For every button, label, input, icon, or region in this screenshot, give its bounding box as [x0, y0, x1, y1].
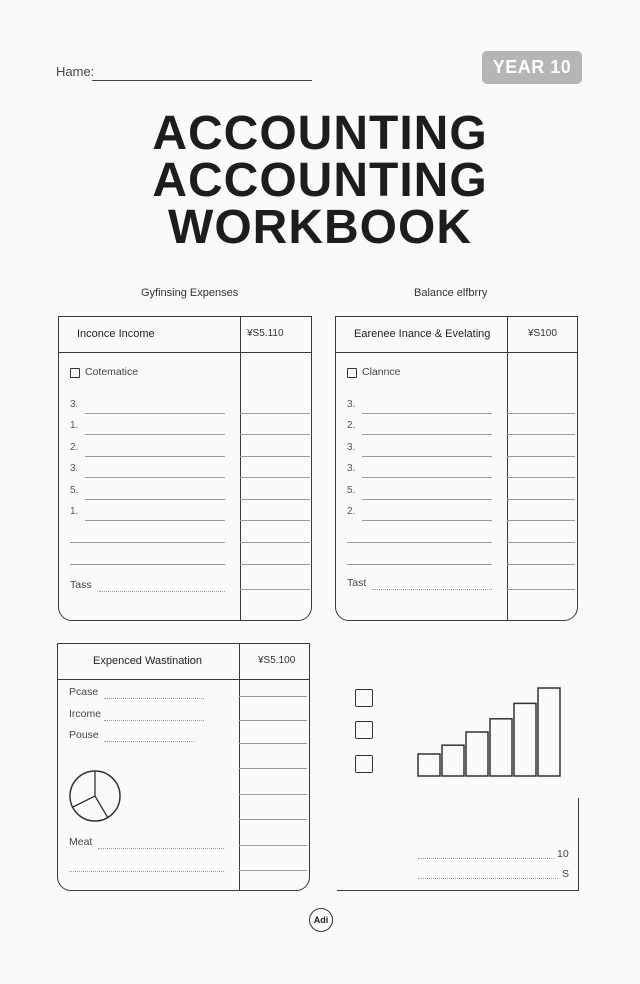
chart-value-line[interactable] — [418, 878, 558, 879]
balance-amount-line[interactable] — [507, 413, 575, 414]
balance-row-number: 3. — [347, 442, 356, 453]
expense-item-label: Pcase — [69, 686, 99, 698]
chart-value-1: 10 — [557, 848, 569, 860]
balance-panel — [335, 316, 578, 621]
expense-footer-line[interactable] — [69, 871, 224, 872]
chart-bar — [442, 745, 464, 776]
chart-bar — [514, 703, 536, 776]
chart-value-2: S — [562, 868, 570, 880]
balance-amount-line[interactable] — [507, 589, 575, 590]
balance-entry-line[interactable] — [362, 434, 492, 435]
income-row-number: 1. — [70, 506, 79, 517]
expense-item-line[interactable] — [104, 741, 194, 742]
expense-amount-line[interactable] — [239, 743, 307, 744]
expense-column-divider — [239, 644, 240, 890]
year-badge: YEAR 10 — [482, 51, 582, 84]
balance-entry-line[interactable] — [362, 499, 492, 500]
expense-amount-line[interactable] — [239, 870, 307, 871]
name-input-line[interactable] — [92, 80, 312, 81]
title-line-2: ACCOUNTING — [152, 154, 488, 207]
income-header-label: Inconce Income — [77, 328, 155, 340]
expense-panel — [57, 643, 310, 891]
balance-row-number: 2. — [347, 420, 356, 431]
income-column-divider — [240, 317, 241, 620]
balance-entry-line[interactable] — [362, 413, 492, 414]
income-entry-line[interactable] — [85, 456, 225, 457]
income-entry-line[interactable] — [85, 499, 225, 500]
income-amount-line[interactable] — [240, 542, 310, 543]
expense-item-line[interactable] — [104, 720, 204, 721]
income-amount-line[interactable] — [240, 520, 310, 521]
balance-panel-header — [336, 317, 577, 353]
balance-entry-line[interactable] — [362, 520, 492, 521]
expense-header-label: Expenced Wastination — [93, 655, 203, 667]
expense-item-label: Ircome — [69, 708, 102, 720]
expense-amount-line[interactable] — [239, 845, 307, 846]
name-label: Hame: — [56, 64, 95, 79]
caption-left: Gyfinsing Expenses — [141, 287, 239, 299]
expense-item-label: Pouse — [69, 729, 99, 741]
income-amount-line[interactable] — [240, 434, 310, 435]
balance-amount-line[interactable] — [507, 520, 575, 521]
income-header-amount: ¥S5.110 — [247, 328, 284, 339]
expense-header-amount: ¥S5.100 — [258, 655, 296, 666]
income-panel-header — [59, 317, 311, 353]
balance-row-number: 5. — [347, 485, 356, 496]
income-entry-line[interactable] — [70, 564, 225, 565]
income-entry-line[interactable] — [85, 434, 225, 435]
balance-amount-line[interactable] — [507, 499, 575, 500]
footer-badge: Adi — [309, 908, 333, 932]
expense-footer-label: Meat — [69, 836, 93, 848]
chart-bar — [466, 732, 488, 776]
chart-checkbox[interactable] — [355, 755, 373, 773]
pie-chart-icon — [68, 769, 124, 825]
balance-row-number: 2. — [347, 506, 356, 517]
income-footer-line[interactable] — [99, 591, 225, 592]
income-checkbox[interactable] — [70, 368, 80, 378]
bar-chart — [410, 680, 575, 780]
income-checkbox-label: Cotematice — [85, 366, 139, 378]
balance-entry-line[interactable] — [362, 477, 492, 478]
expense-panel-header — [58, 644, 309, 680]
chart-bar — [538, 688, 560, 776]
balance-amount-line[interactable] — [507, 542, 575, 543]
income-row-number: 3. — [70, 399, 79, 410]
income-row-number: 1. — [70, 420, 79, 431]
balance-header-amount: ¥S100 — [528, 328, 557, 339]
expense-item-line[interactable] — [104, 698, 204, 699]
income-entry-line[interactable] — [85, 413, 225, 414]
income-entry-line[interactable] — [70, 542, 225, 543]
income-amount-line[interactable] — [240, 499, 310, 500]
chart-bar — [418, 754, 440, 776]
income-amount-line[interactable] — [240, 413, 310, 414]
chart-frame-right — [578, 798, 579, 891]
income-amount-line[interactable] — [240, 589, 310, 590]
chart-bar — [490, 719, 512, 776]
balance-entry-line[interactable] — [347, 564, 492, 565]
expense-amount-line[interactable] — [239, 696, 307, 697]
balance-entry-line[interactable] — [362, 456, 492, 457]
balance-amount-line[interactable] — [507, 456, 575, 457]
chart-value-line[interactable] — [418, 858, 554, 859]
balance-amount-line[interactable] — [507, 564, 575, 565]
income-amount-line[interactable] — [240, 477, 310, 478]
balance-amount-line[interactable] — [507, 477, 575, 478]
income-row-number: 2. — [70, 442, 79, 453]
expense-amount-line[interactable] — [239, 819, 307, 820]
chart-checkbox[interactable] — [355, 689, 373, 707]
chart-frame-bottom — [337, 890, 579, 891]
title-line-1: ACCOUNTING — [152, 107, 488, 160]
balance-header-label: Earenee Inance & Evelating — [354, 328, 491, 340]
income-amount-line[interactable] — [240, 456, 310, 457]
balance-checkbox-label: Clannce — [362, 366, 401, 378]
balance-checkbox[interactable] — [347, 368, 357, 378]
balance-footer-label: Tast — [347, 577, 367, 589]
expense-amount-line[interactable] — [239, 768, 307, 769]
balance-amount-line[interactable] — [507, 434, 575, 435]
chart-checkbox[interactable] — [355, 721, 373, 739]
expense-footer-line[interactable] — [98, 848, 224, 849]
title-line-3: WORKBOOK — [168, 201, 472, 254]
income-row-number: 5. — [70, 485, 79, 496]
income-panel — [58, 316, 312, 621]
caption-right: Balance elfbrry — [414, 287, 488, 299]
balance-footer-line[interactable] — [372, 589, 492, 590]
income-entry-line[interactable] — [85, 520, 225, 521]
income-entry-line[interactable] — [85, 477, 225, 478]
expense-amount-line[interactable] — [239, 720, 307, 721]
income-row-number: 3. — [70, 463, 79, 474]
expense-amount-line[interactable] — [239, 794, 307, 795]
balance-entry-line[interactable] — [347, 542, 492, 543]
balance-row-number: 3. — [347, 463, 356, 474]
income-footer-label: Tass — [70, 579, 92, 591]
balance-row-number: 3. — [347, 399, 356, 410]
income-amount-line[interactable] — [240, 564, 310, 565]
balance-column-divider — [507, 317, 508, 620]
